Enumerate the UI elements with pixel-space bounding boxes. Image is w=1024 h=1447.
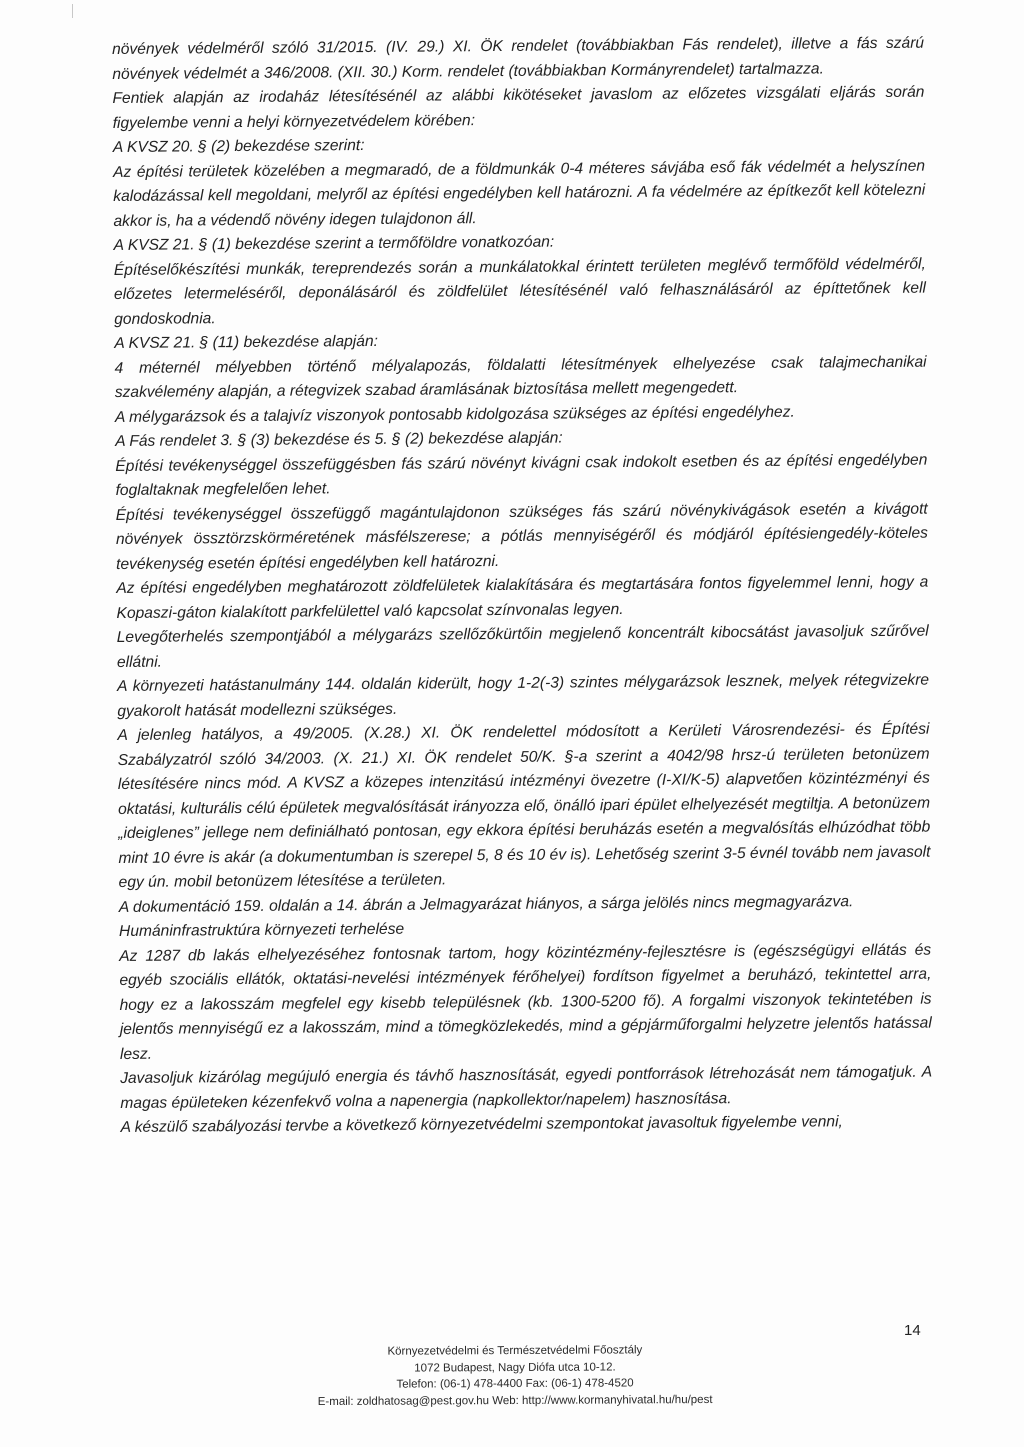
- paragraph-kvsz-21-1-text: Építéselőkészítési munkák, tereprendezés során a munkálatokkal érintett területen meglévő termőföld védelméről, előzetes letermeléséről, deponálásáról és zöldfelület létesítésénél való felhasználásáról az építtetőnek kell gondoskodnia.: [113, 255, 927, 328]
- paragraph-kvsz-20-text: Az építési területek közelében a megmaradó, de a földmunkák 0-4 méteres sávjába eső fák védelmét a helyszínen kalodázással kell megoldani, melyről az építési engedélyben kell határozni. A fa védelmére az építkezőt kell kötelezni akkor is, ha a védendő növény idegen tulajdonon áll.: [112, 157, 926, 230]
- footer-department: Környezetvédelmi és Természetvédelmi Főosztály: [387, 1344, 643, 1358]
- footer-phone-fax: Telefon: (06-1) 478-4400 Fax: (06-1) 478-4520: [396, 1377, 634, 1391]
- paragraph-documentation-legend: A dokumentáció 159. oldalán a 14. ábrán a Jelmagyarázat hiányos, a sárga jelölés nincs megmagyarázva.: [118, 892, 854, 916]
- paragraph-intro-continuation: növények védelméről szóló 31/2015. (IV. 29.) XI. ÖK rendelet (továbbiakban Fás rendelet), illetve a fás szárú növények védelmét a 346/2008. (XII. 30.) Korm. rendelet (továbbiakban Kormányrendelet) tartalmazza.: [112, 34, 925, 83]
- page-number: 14: [904, 1322, 921, 1339]
- paragraph-fas-rendelet-heading: A Fás rendelet 3. § (3) bekezdése és 5. § (2) bekezdése alapján:: [115, 429, 563, 450]
- paragraph-recommendations-intro: Fentiek alapján az irodaház létesítésénél az alábbi kikötéseket javaslom az előzetes vizsgálati eljárás során figyelembe venni a helyi környezetvédelem körében:: [112, 83, 925, 132]
- paragraph-impact-study: A környezeti hatástanulmány 144. oldalán kiderült, hogy 1-2(-3) szintes mélygarázsok lesznek, melyek rétegvizekre gyakorolt hatását modellezni szükséges.: [117, 671, 930, 720]
- footer: [250, 1342, 780, 1411]
- section-heading-human-infrastructure: Humáninfrastruktúra környezeti terhelése: [118, 920, 405, 940]
- paragraph-tree-felling: Építési tevékenységgel összefüggésben fás szárú növényt kivágni csak indokolt esetben és az építési engedélyben foglaltaknak megfelelően lehet.: [115, 451, 928, 499]
- paragraph-kvsz-21-1-heading: A KVSZ 21. § (1) bekezdése szerint a termőföldre vonatkozóan:: [113, 233, 555, 254]
- paragraph-kvsz-21-11-text: 4 méternél mélyebben történő mélyalapozás, földalatti létesítmények elhelyezése csak talajmechanikai szakvélemény alapján, a rétegvizek szabad áramlásának biztosítása mellett megengedett.: [114, 353, 927, 401]
- paragraph-regulatory-plan: A készülő szabályozási tervbe a következő környezetvédelmi szempontokat javasoltuk figyelembe venni,: [120, 1113, 843, 1136]
- scan-mark: [72, 4, 73, 18]
- paragraph-underground-garages: A mélygarázsok és a talajvíz viszonyok pontosabb kidolgozása szükséges az építési engedélyhez.: [114, 403, 795, 426]
- paragraph-renewable-energy: Javasoljuk kizárólag megújuló energia és távhő hasznosítását, egyedi pontforrások létrehozását nem támogatjuk. A magas épületeken kézenfekvő volna a napenergia (napkollektor/napelem) hasznosítása.: [120, 1063, 933, 1112]
- paragraph-kvsz-20-heading: A KVSZ 20. § (2) bekezdése szerint:: [112, 137, 365, 156]
- footer-address: 1072 Budapest, Nagy Diófa utca 10-12.: [414, 1360, 616, 1375]
- paragraph-air-pollution: Levegőterhelés szempontjából a mélygarázs szellőzőkürtőin megjelenő koncentrált kibocsátást javasoljuk szűrővel ellátni.: [116, 622, 929, 671]
- paragraph-public-institutions: Az 1287 db lakás elhelyezéséhez fontosnak tartom, hogy közintézmény-fejlesztésre is (egészségügyi ellátás és egyéb szociális ellátók, oktatási-nevelési intézmények férőhelyei) fordítson figyelmet a beruházó, tekintettel arra, hogy ez a lakosszám megfelel egy kisebb településnek (kb. 1300-5200 fő). A forgalmi viszonyok tekintetében is jelentős mennyiségű ez a lakosszám, mind a tömegközlekedés, mind a gépjárműforgalmi helyzetre jelentős hatással lesz.: [119, 941, 932, 1063]
- document-body: [112, 32, 933, 1141]
- paragraph-kvsz-21-11-heading: A KVSZ 21. § (11) bekezdése alapján:: [114, 332, 378, 352]
- footer-email-web: E-mail: zoldhatosag@pest.gov.hu Web: http://www.kormanyhivatal.hu/hu/pest: [317, 1393, 713, 1408]
- paragraph-concrete-plant: A jelenleg hatályos, a 49/2005. (X.28.) XI. ÖK rendelettel módosított a Kerületi Városrendezési- és Építési Szabályzatról szóló 34/2003. (X. 21.) XI. ÖK rendelet 50/K. §-a szerint a 4042/98 hrsz-ú területen betonüzem létesítésére nincs mód. A KVSZ a közepes intenzitású intézményi övezetre (I-XI/K-5) alapvetően közintézményi és oktatási, kulturális célú épületek megvalósítását irányozza elő, önálló ipari épület elhelyezését megtiltja. A betonüzem „ideiglenes” jellege nem definiálható pontosan, egy ekkora építési beruházás esetén a megvalósítás elhúzódhat több mint 10 évre is akár (a dokumentumban is szerepel 5, 8 és 10 év is). Lehetőség szerint 3-5 évnél tovább nem javasolt egy ún. mobil betonüzem létesítése a területen.: [117, 720, 931, 891]
- paragraph-green-areas: Az építési engedélyben meghatározott zöldfelületek kialakítására és megtartására fontos figyelemmel lenni, hogy a Kopaszi-gáton kialakított parkfelülettel való kapcsolat színvonalas legyen.: [116, 573, 929, 622]
- paragraph-private-property-trees: Építési tevékenységgel összefüggő magántulajdonon szükséges fás szárú növénykivágások esetén a kivágott növények össztörzskörméretének másfélszerese; a pótlás mennyiségéről és módjáról építésiengedély-köteles tevékenység esetén építési engedélyben kell határozni.: [115, 500, 928, 573]
